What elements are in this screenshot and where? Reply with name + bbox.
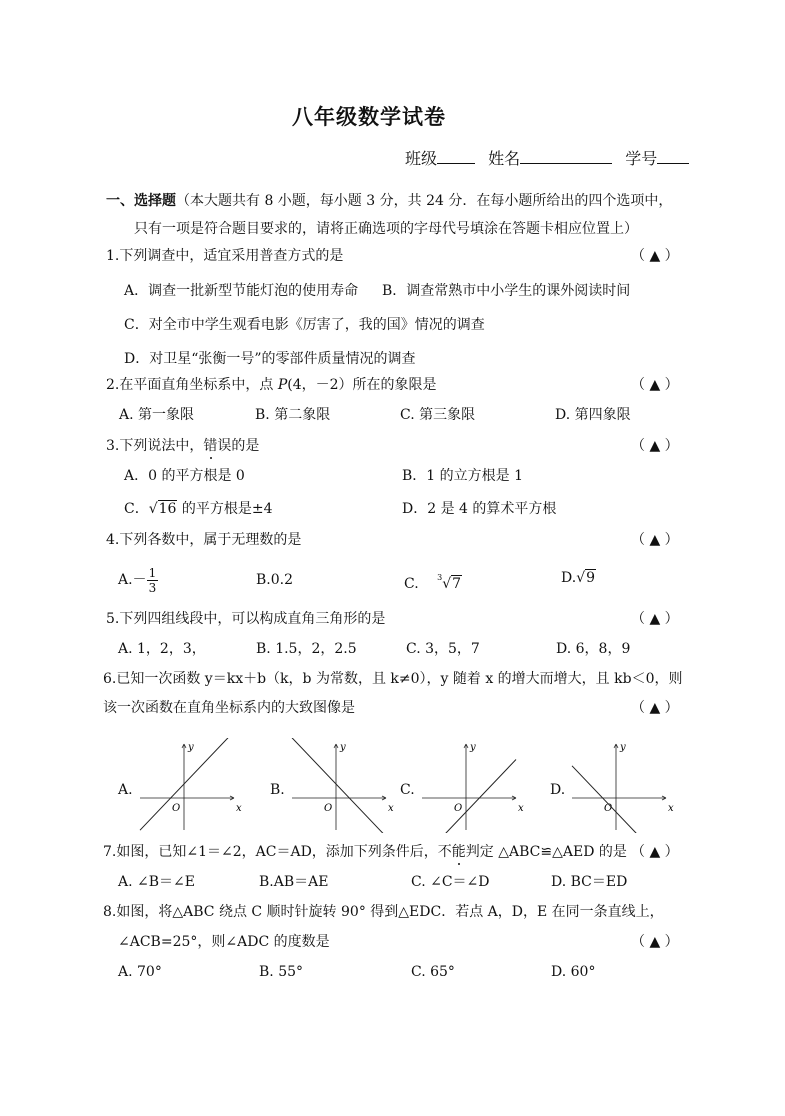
q2-option-c: C. 第三象限	[400, 407, 476, 423]
id-blank[interactable]	[657, 148, 689, 164]
q6-graph-label: D.	[550, 782, 566, 798]
q1-option-d: D．对卫星“张衡一号”的零部件质量情况的调查	[124, 351, 416, 367]
q1-answer-mark: （ ▲ ）	[631, 248, 679, 264]
q3-option-d: D．2 是 4 的算术平方根	[402, 501, 557, 517]
section-title: 一、选择题	[106, 193, 176, 209]
q4-option-c	[404, 569, 462, 593]
q3-stem-b: 误的是	[217, 438, 260, 454]
q2-option-b: B. 第二象限	[255, 407, 331, 423]
q8-option-d: D. 60°	[551, 964, 596, 980]
q8-option-b: B. 55°	[259, 964, 304, 980]
x-axis-label: x	[518, 803, 524, 814]
q1-stem: 1.下列调查中，适宜采用普查方式的是	[106, 248, 344, 264]
q8-option-a: A. 70°	[118, 964, 162, 980]
q3-emphasis-char: 错	[203, 438, 218, 454]
cube-root-index: 3	[437, 573, 443, 582]
q3-option-c-suffix: 的平方根是±4	[177, 501, 273, 517]
q2-point-p: P	[277, 377, 288, 393]
y-axis-label: y	[188, 742, 194, 753]
q5-stem: 5.下列四组线段中，可以构成直角三角形的是	[106, 611, 386, 627]
fraction-one-third: $\frac{1}{3}$	[148, 565, 157, 595]
sqrt-16: √16	[148, 501, 177, 517]
origin-label: O	[604, 803, 613, 814]
class-blank[interactable]	[437, 148, 475, 164]
q7-option-d: D. BC＝ED	[551, 874, 628, 890]
q7-stem-a: 7.如图，已知∠1＝∠2，AC＝AD，添加下列条件后，不	[103, 844, 452, 860]
section-heading	[106, 192, 672, 210]
q1-option-c: C．对全市中学生观看电影《厉害了，我的国》情况的调查	[124, 317, 485, 333]
q2-answer-mark: （ ▲ ）	[631, 377, 679, 393]
q6-coordinate-plane	[568, 738, 678, 833]
q2-option-a: A. 第一象限	[119, 407, 195, 423]
q6-graph-label: A.	[118, 782, 133, 798]
q3-option-c	[124, 500, 273, 518]
q3-stem-a: 3.下列说法中，	[106, 438, 204, 454]
id-label: 学号	[625, 149, 658, 168]
page-title: 八年级数学试卷	[292, 104, 446, 129]
cube-root-7: √7	[442, 576, 462, 592]
q4-answer-mark: （ ▲ ）	[631, 532, 679, 548]
q6-coordinate-plane	[418, 738, 528, 833]
q4-stem: 4.下列各数中，属于无理数的是	[106, 532, 302, 548]
q7-option-a: A. ∠B＝∠E	[118, 874, 195, 890]
origin-label: O	[454, 803, 463, 814]
q4-option-a	[118, 565, 158, 595]
q3-option-c-prefix: C．	[124, 501, 149, 517]
q6-coordinate-plane	[288, 738, 398, 833]
student-info-line	[405, 148, 689, 168]
section-desc-2: 只有一项是符合题目要求的，请将正确选项的字母代号填涂在答题卡相应位置上）	[134, 221, 638, 237]
x-axis-label: x	[668, 803, 674, 814]
q5-option-a: A. 1，2，3，	[118, 641, 206, 657]
q6-stem-1: 6.已知一次函数 y＝kx＋b（k，b 为常数，且 k≠0），y 随着 x 的增大而增大，且 kb＜0，则	[103, 671, 683, 687]
q6-answer-mark: （ ▲ ）	[631, 700, 679, 716]
q8-stem-2: ∠ACB=25°，则∠ADC 的度数是	[118, 934, 330, 950]
q7-stem	[103, 843, 627, 861]
function-line	[292, 738, 386, 833]
name-blank[interactable]	[520, 148, 612, 164]
q3-stem	[106, 437, 259, 455]
y-axis-label: y	[340, 742, 346, 753]
q2-stem-b: (4，－2）所在的象限是	[287, 377, 437, 393]
q3-option-b: B．1 的立方根是 1	[402, 468, 524, 484]
y-axis-label: y	[470, 742, 476, 753]
q4-option-d-prefix: D.	[561, 570, 577, 586]
q4-option-d	[561, 569, 596, 587]
q1-option-a: A．调查一批新型节能灯泡的使用寿命	[124, 283, 359, 299]
q5-option-d: D. 6，8，9	[556, 641, 631, 657]
q6-graph-label: B.	[270, 782, 285, 798]
q7-answer-mark: （ ▲ ）	[631, 844, 679, 860]
x-axis-label: x	[388, 803, 394, 814]
q1-option-b: B．调查常熟市中小学生的课外阅读时间	[382, 283, 631, 299]
q6-coordinate-plane	[136, 738, 246, 833]
q8-stem-1: 8.如图，将△ABC 绕点 C 顺时针旋转 90° 得到△EDC．若点 A，D，E 在同一条直线上，	[103, 904, 664, 920]
q4-option-c-prefix: C.	[404, 576, 419, 592]
y-axis-label: y	[620, 742, 626, 753]
name-label: 姓名	[488, 149, 521, 168]
q5-option-c: C. 3，5，7	[406, 641, 480, 657]
q4-option-b: B.0.2	[256, 572, 294, 588]
class-label: 班级	[405, 149, 438, 168]
q3-answer-mark: （ ▲ ）	[631, 438, 679, 454]
q3-option-a: A．0 的平方根是 0	[124, 468, 245, 484]
q6-stem-2: 该一次函数在直角坐标系内的大致图像是	[103, 700, 355, 716]
q8-answer-mark: （ ▲ ）	[631, 934, 679, 950]
q7-option-b: B.AB＝AE	[259, 874, 329, 890]
sqrt-9: √9	[576, 570, 596, 586]
function-line	[140, 738, 234, 830]
q2-option-d: D. 第四象限	[555, 407, 631, 423]
q5-option-b: B. 1.5，2，2.5	[256, 641, 357, 657]
q6-graph-label: C.	[400, 782, 415, 798]
function-line	[422, 760, 516, 834]
function-line	[572, 766, 666, 833]
q8-option-c: C. 65°	[411, 964, 455, 980]
section-desc-1: （本大题共有 8 小题，每小题 3 分，共 24 分．在每小题所给出的四个选项中，	[176, 193, 673, 209]
q7-stem-b: 判定 △ABC≌△AED 的是	[465, 844, 627, 860]
origin-label: O	[324, 803, 333, 814]
x-axis-label: x	[236, 803, 242, 814]
q2-stem-a: 2.在平面直角坐标系中，点	[106, 377, 278, 393]
q4-option-a-prefix: A.－	[118, 572, 147, 588]
origin-label: O	[172, 803, 181, 814]
q7-emphasis-char: 能	[451, 844, 466, 860]
q5-answer-mark: （ ▲ ）	[631, 611, 679, 627]
q7-option-c: C. ∠C＝∠D	[411, 874, 490, 890]
q2-stem	[106, 376, 437, 394]
